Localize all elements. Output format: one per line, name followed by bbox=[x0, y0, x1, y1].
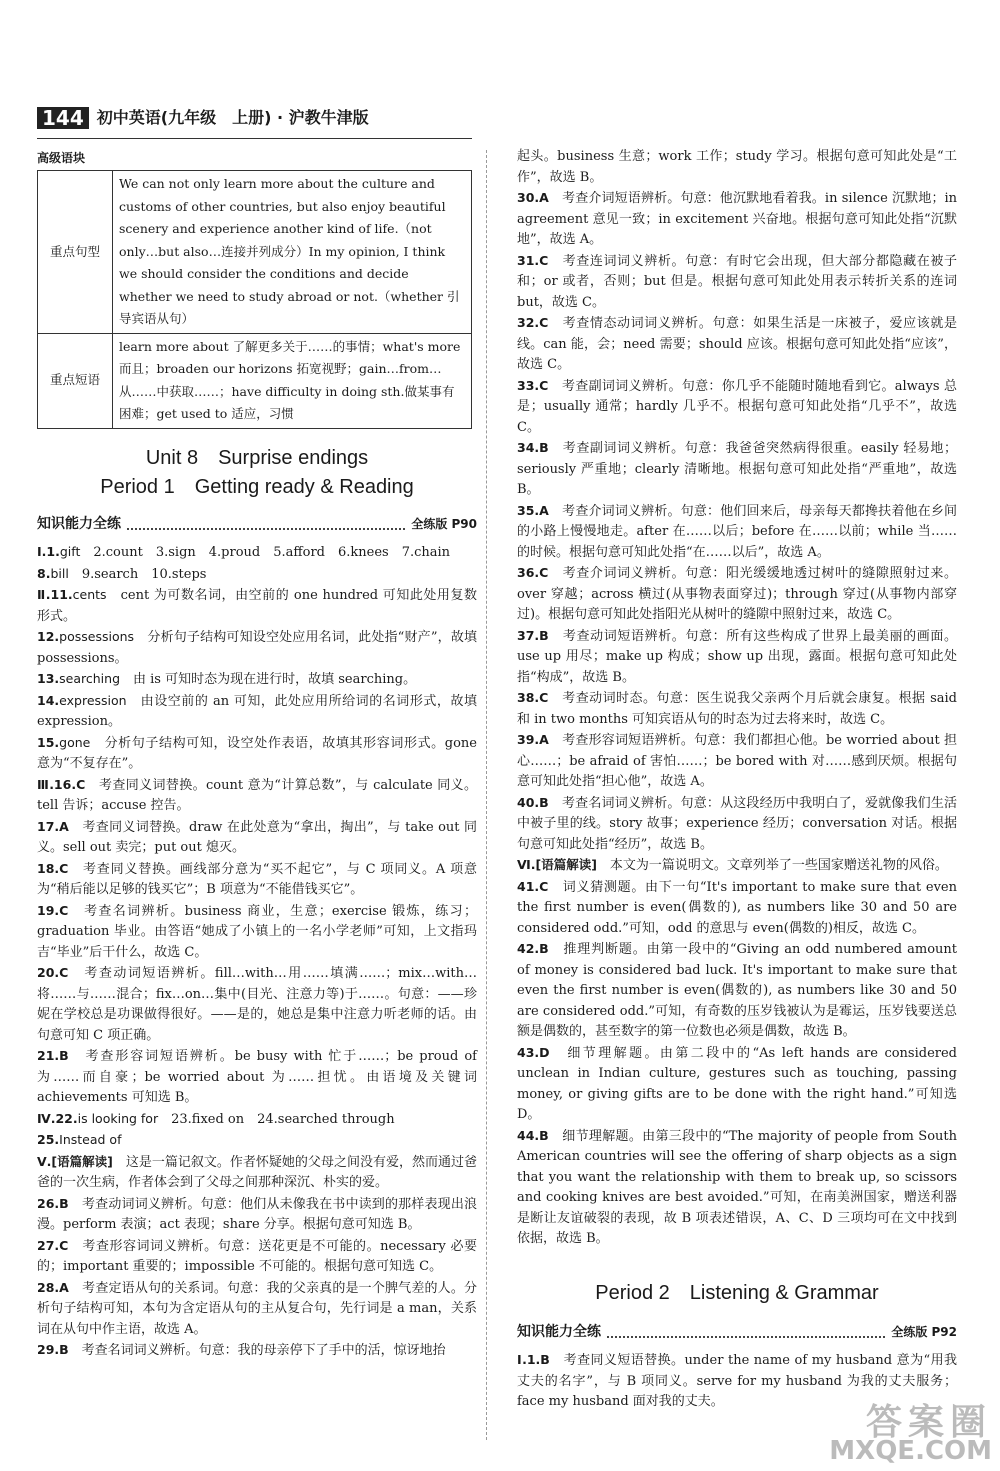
answer-item bbox=[37, 859, 477, 901]
item-answer: possessions bbox=[59, 629, 135, 644]
item-explanation: 9.search 10.steps bbox=[68, 566, 207, 582]
answer-item bbox=[517, 626, 957, 689]
item-explanation: 考查定语从句的关系词。句意：我的父亲真的是一个脾气差的人。分析句子结构可知，本句为含定语从句的主从复合句，先行词是 a man，关系词在从句中作主语，故选 A。 bbox=[37, 1280, 477, 1337]
bar-ref: 全练版 P92 bbox=[891, 1325, 957, 1339]
item-explanation: 考查同义短语替换。under the name of my husband 意为“用我丈夫的名字”，与 B 项同义。serve for my husband 为我的丈夫服务；face my husband 面对我的丈夫。 bbox=[517, 1353, 957, 1409]
item-number: 27.C bbox=[37, 1237, 69, 1253]
item-number: Ⅲ.16.C bbox=[37, 776, 86, 792]
watermark bbox=[829, 1402, 992, 1466]
item-explanation: 考查副词词义辨析。句意：我爸爸突然病得很重。easily 轻易地；seriously 严重地；clearly 清晰地。根据句意可知此处指“严重地”，故选 B。 bbox=[517, 441, 957, 497]
item-number: 43.D bbox=[517, 1044, 550, 1060]
page-header bbox=[37, 103, 369, 133]
answer-list-right bbox=[517, 146, 957, 1250]
item-number: 21.B bbox=[37, 1048, 69, 1063]
item-number: Ⅱ.11. bbox=[37, 587, 73, 602]
answer-item bbox=[37, 585, 477, 627]
answer-item bbox=[517, 438, 957, 501]
item-explanation: 考查同义替换。画线部分意为“买不起它”，与 C 项同义。A 项意为“稍后能以足够的钱买它”；B 项意为“不能借钱买它”。 bbox=[37, 861, 477, 897]
item-explanation: 考查动词词义辨析。句意：他们从未像我在书中读到的那样表现出浪漫。perform 表演；act 表现；share 分享。根据句意可知选 B。 bbox=[37, 1196, 477, 1232]
item-explanation: 考查介词短语辨析。句意：他沉默地看着我。in silence 沉默地；in agreement 意见一致；in excitement 兴奋地。根据句意可知此处指“沉默地”，故选 A。 bbox=[517, 191, 957, 247]
answer-item bbox=[37, 691, 477, 733]
item-number: Ⅰ.1. bbox=[37, 544, 60, 559]
bar-ref: 全练版 P90 bbox=[411, 517, 477, 531]
item-explanation: 考查名词词义辨析。句意：我的母亲停下了手中的活，惊讶地抬 bbox=[68, 1343, 446, 1358]
answer-item bbox=[517, 251, 957, 314]
period-2-title: Period 2 Listening & Grammar bbox=[595, 1282, 879, 1304]
answer-item bbox=[37, 1194, 477, 1236]
bar-label: 知识能力全练 bbox=[37, 516, 121, 532]
item-explanation: 考查同义词替换。draw 在此处意为“拿出，掏出”，与 take out 同义。sell out 卖完；put out 熄灭。 bbox=[37, 819, 477, 855]
row-key: 重点句型 bbox=[38, 171, 113, 334]
row-text: learn more about 了解更多关于……的事情；what's more 而且；broaden our horizons 拓宽视野；gain…from…从……中获取……；have difficulty in doing sth.做某事有困难；get used to 适应，习惯 bbox=[113, 333, 472, 428]
item-explanation: 考查形容词词义辨析。句意：送花更是不可能的。necessary 必要的；important 重要的；impossible 不可能的。根据句意可知选 C。 bbox=[37, 1238, 477, 1274]
item-number: 38.C bbox=[517, 690, 549, 705]
answer-item bbox=[37, 1130, 477, 1152]
item-number: 8. bbox=[37, 565, 51, 581]
answer-item bbox=[37, 1046, 477, 1109]
item-explanation: 细节理解题。由第二段中的“As left hands are considered unclean in Indian culture, gestures such as touching, passing money, or giving gifts are to be done with the right hand.”可知选 D。 bbox=[517, 1045, 957, 1122]
item-explanation: 考查动词短语辨析。句意：所有这些构成了世界上最美丽的画面。use up 用尽；make up 构成；show up 出现，露面。根据句意可知此处指“构成”，故选 B。 bbox=[517, 628, 957, 685]
answer-item bbox=[37, 1152, 477, 1194]
bar-label: 知识能力全练 bbox=[517, 1324, 601, 1340]
item-explanation: 考查同义词替换。count 意为“计算总数”，与 calculate 同义。tell 告诉；accuse 控告。 bbox=[37, 777, 477, 813]
item-explanation: 考查动词短语辨析。fill…with…用……填满……；mix…with…将……与……混合；fix…on…集中(目光、注意力等)于……。句意：——珍妮在学校总是功课做得很好。——是的，她总是集中注意力听老师的话。由句意可知 C 项正确。 bbox=[37, 966, 477, 1043]
item-number: 29.B bbox=[37, 1342, 69, 1357]
item-number: 34.B bbox=[517, 440, 549, 455]
item-explanation: 考查名词辨析。business 商业，生意；exercise 锻炼，练习；graduation 毕业。由答语“她成了小镇上的一名小学老师”可知，上文指玛吉“毕业”后干什么，故选 C。 bbox=[37, 903, 477, 960]
book-title: 初中英语(九年级 上册) · 沪教牛津版 bbox=[96, 107, 369, 127]
item-explanation: 考查介词词义辨析。句意：他们回来后，母亲每天都搀扶着他在乡间的小路上慢慢地走。after 在……以后；before 在……以前；while 当……的时候。根据句意可知此处指“在……以后”，故选 A。 bbox=[517, 503, 957, 560]
item-explanation: 考查情态动词词义辨析。句意：如果生活是一床被子，爱应该就是线。can 能，会；need 需要；should 应该。根据句意可知此处指“应该”，故选 C。 bbox=[517, 316, 957, 372]
item-explanation: 考查名词词义辨析。句意：从这段经历中我明白了，爱就像我们生活中被子里的线。story 故事；experience 经历；conversation 对话。根据句意可知此处指“经历”，故选 B。 bbox=[517, 795, 957, 852]
item-number: 15. bbox=[37, 734, 60, 750]
answer-item bbox=[517, 855, 957, 877]
answer-item bbox=[517, 730, 957, 793]
item-number: 39.A bbox=[517, 732, 549, 747]
item-explanation: 考查动词时态。句意：医生说我父亲两个月后就会康复。根据 said 和 in two months 可知宾语从句的时态为过去将来时，故选 C。 bbox=[517, 691, 957, 727]
item-answer: gone bbox=[59, 734, 91, 750]
item-number: 36.C bbox=[517, 565, 549, 580]
answer-item bbox=[37, 963, 477, 1046]
item-number: 17.A bbox=[37, 818, 69, 834]
row-key: 重点短语 bbox=[38, 333, 113, 428]
item-number: 41.C bbox=[517, 878, 549, 894]
item-explanation: 由设空前的 an 可知，此处应用所给词的名词形式，故填 expression。 bbox=[37, 693, 477, 729]
table-row bbox=[38, 171, 472, 334]
item-number: 44.B bbox=[517, 1127, 549, 1143]
answer-item bbox=[517, 877, 957, 940]
item-number: 26.B bbox=[37, 1195, 69, 1211]
page-number: 144 bbox=[37, 107, 89, 130]
column-divider bbox=[486, 150, 487, 1440]
answer-item bbox=[37, 564, 477, 586]
answer-item bbox=[517, 939, 957, 1043]
item-number: 13. bbox=[37, 671, 60, 686]
bar-dots bbox=[607, 1326, 885, 1338]
item-number: 37.B bbox=[517, 627, 549, 643]
item-explanation: cent 为可数名词，由空前的 one hundred 可知此处用复数形式。 bbox=[37, 588, 477, 624]
answer-item bbox=[517, 188, 957, 251]
item-number: Ⅴ.[语篇解读] bbox=[37, 1153, 113, 1169]
answer-item bbox=[517, 501, 957, 564]
item-explanation: 2.count 3.sign 4.proud 5.afford 6.knees 7.chain bbox=[80, 545, 451, 560]
answer-item bbox=[517, 793, 957, 856]
item-explanation: 考查副词词义辨析。句意：你几乎不能随时随地看到它。always 总是；usually 通常；hardly 几乎不。根据句意可知此处指“几乎不”，故选 C。 bbox=[517, 378, 957, 435]
grammar-table bbox=[37, 170, 472, 429]
item-explanation: 考查连词词义辨析。句意：有时它会出现，但大部分都隐藏在被子和；or 或者，否则；but 但是。根据句意可知此处用表示转折关系的连词 but，故选 C。 bbox=[517, 253, 957, 310]
item-explanation: 考查形容词短语辨析。句意：我们都担心他。be worried about 担心……；be afraid of 害怕……；be bored with 对……感到厌烦。根据句意可知此处指“担心他”，故选 A。 bbox=[517, 733, 957, 789]
item-number: 40.B bbox=[517, 794, 549, 810]
item-explanation: 分析句子结构可知设空处应用名词，此处指“财产”，故填 possessions。 bbox=[37, 630, 477, 666]
answer-item bbox=[517, 146, 957, 188]
item-number: 18.C bbox=[37, 860, 69, 876]
answer-item bbox=[37, 669, 477, 691]
answer-item bbox=[37, 817, 477, 859]
item-explanation: 考查介词词义辨析。句意：阳光缓缓地透过树叶的缝隙照射过来。over 穿越；across 横过(从事物表面穿过)；through 穿过(从事物内部穿过)。根据句意可知此处指阳光从树叶的缝隙中照射过来，故选 C。 bbox=[517, 566, 957, 622]
answer-item bbox=[37, 627, 477, 669]
answer-item bbox=[37, 1236, 477, 1278]
item-number: Ⅰ.1.B bbox=[517, 1352, 550, 1367]
answer-item bbox=[37, 1340, 477, 1362]
answer-item bbox=[37, 733, 477, 775]
item-explanation: 细节理解题。由第三段中的“The majority of people from South American countries will see the offering of sharp objects as a sign that you want the relationship with them to break up, so scissors and cooking knives are best avoided.”可知，在南美洲国家，赠送利器是断让友谊破裂的表现，故 B 项表述错误，A、C、D 三项均可在文中找到依据，故选 B。 bbox=[517, 1128, 957, 1246]
item-number: 28.A bbox=[37, 1279, 69, 1295]
item-answer: gift bbox=[59, 544, 81, 559]
item-number: Ⅵ.[语篇解读] bbox=[517, 857, 597, 872]
item-number: 25. bbox=[37, 1132, 60, 1147]
item-explanation: 起头。business 生意；work 工作；study 学习。根据句意可知此处是“工作”，故选 B。 bbox=[517, 149, 957, 185]
grammar-section-label: 高级语块 bbox=[37, 151, 86, 165]
answer-item bbox=[37, 775, 477, 817]
unit-title: Unit 8 Surprise endings bbox=[145, 447, 369, 469]
item-number: Ⅳ.22. bbox=[37, 1110, 78, 1126]
answer-item bbox=[517, 1126, 957, 1250]
item-number: 12. bbox=[37, 629, 60, 644]
answer-item bbox=[37, 542, 477, 564]
item-answer: is looking for bbox=[77, 1110, 159, 1126]
item-explanation: 词义猜测题。由下一句“It's important to make sure that even the first number is even(偶数的), as numbers like 30 and 50 are considered odd.”可知，odd 的意思与 even(偶数的)相反，故选 C。 bbox=[517, 879, 957, 936]
bar-dots bbox=[127, 518, 405, 530]
item-answer: bill bbox=[50, 565, 69, 581]
item-number: 31.C bbox=[517, 252, 549, 268]
item-explanation: 考查形容词短语辨析。be busy with 忙于……；be proud of 为……而自豪；be worried about 为……担忧。由语境及关键词 achievements 可知选 B。 bbox=[37, 1049, 477, 1105]
header-rule bbox=[37, 138, 472, 139]
item-number: 20.C bbox=[37, 965, 69, 980]
item-number: 30.A bbox=[517, 190, 549, 205]
answer-item bbox=[517, 1043, 957, 1126]
item-number: 42.B bbox=[517, 941, 549, 956]
exercise-bar bbox=[37, 514, 477, 535]
answer-list-left bbox=[37, 542, 477, 1362]
item-explanation: 本文为一篇说明文。文章列举了一些国家赠送礼物的风俗。 bbox=[596, 858, 948, 873]
item-explanation: 这是一篇记叙文。作者怀疑她的父母之间没有爱，然而通过爸爸的一次生病，作者体会到了父母之间那种深沉、朴实的爱。 bbox=[37, 1154, 477, 1190]
watermark-url: MXQE.COM bbox=[829, 1436, 992, 1466]
item-number: 19.C bbox=[37, 902, 69, 918]
watermark-logo: 答案圈 bbox=[865, 1402, 992, 1443]
answer-item bbox=[517, 688, 957, 730]
item-number: 32.C bbox=[517, 315, 549, 330]
item-answer: cents bbox=[72, 587, 107, 602]
item-answer: expression bbox=[59, 692, 127, 708]
answer-item bbox=[517, 313, 957, 376]
answer-item bbox=[37, 1278, 477, 1341]
period-title: Period 1 Getting ready & Reading bbox=[100, 476, 414, 498]
item-explanation: 23.fixed on 24.searched through bbox=[158, 1111, 395, 1127]
item-number: 14. bbox=[37, 692, 60, 708]
answer-item bbox=[37, 1109, 477, 1131]
answer-item bbox=[37, 901, 477, 964]
item-answer: Instead of bbox=[59, 1132, 122, 1147]
item-number: 35.A bbox=[517, 502, 549, 518]
row-text: We can not only learn more about the culture and customs of other countries, but also enjoy beautiful scenery and experience another kind of life.（not only…but also…连接并列成分）In my opinion, I think we should consider the conditions and decide whether we need to study abroad or not.（whether 引导宾语从句） bbox=[113, 171, 472, 334]
item-number: 33.C bbox=[517, 377, 549, 393]
table-row bbox=[38, 333, 472, 428]
answer-item bbox=[517, 376, 957, 439]
answer-item bbox=[517, 563, 957, 626]
item-explanation: 推理判断题。由第一段中的“Giving an odd numbered amount of money is considered bad luck. It's important to make sure that even the first number is even(偶数的), as numbers like 30 and 50 are considered odd.”可知，有奇数的压岁钱被认为是霉运，压岁钱要送总额是偶数的，甚至数字的第一位数也必须是偶数，故选 B。 bbox=[517, 942, 957, 1039]
item-explanation: 分析句子结构可知，设空处作表语，故填其形容词形式。gone 意为“不复存在”。 bbox=[37, 735, 477, 771]
item-explanation: 由 is 可知时态为现在进行时，故填 searching。 bbox=[120, 672, 417, 687]
exercise-bar-2 bbox=[517, 1322, 957, 1343]
item-answer: searching bbox=[59, 671, 121, 686]
